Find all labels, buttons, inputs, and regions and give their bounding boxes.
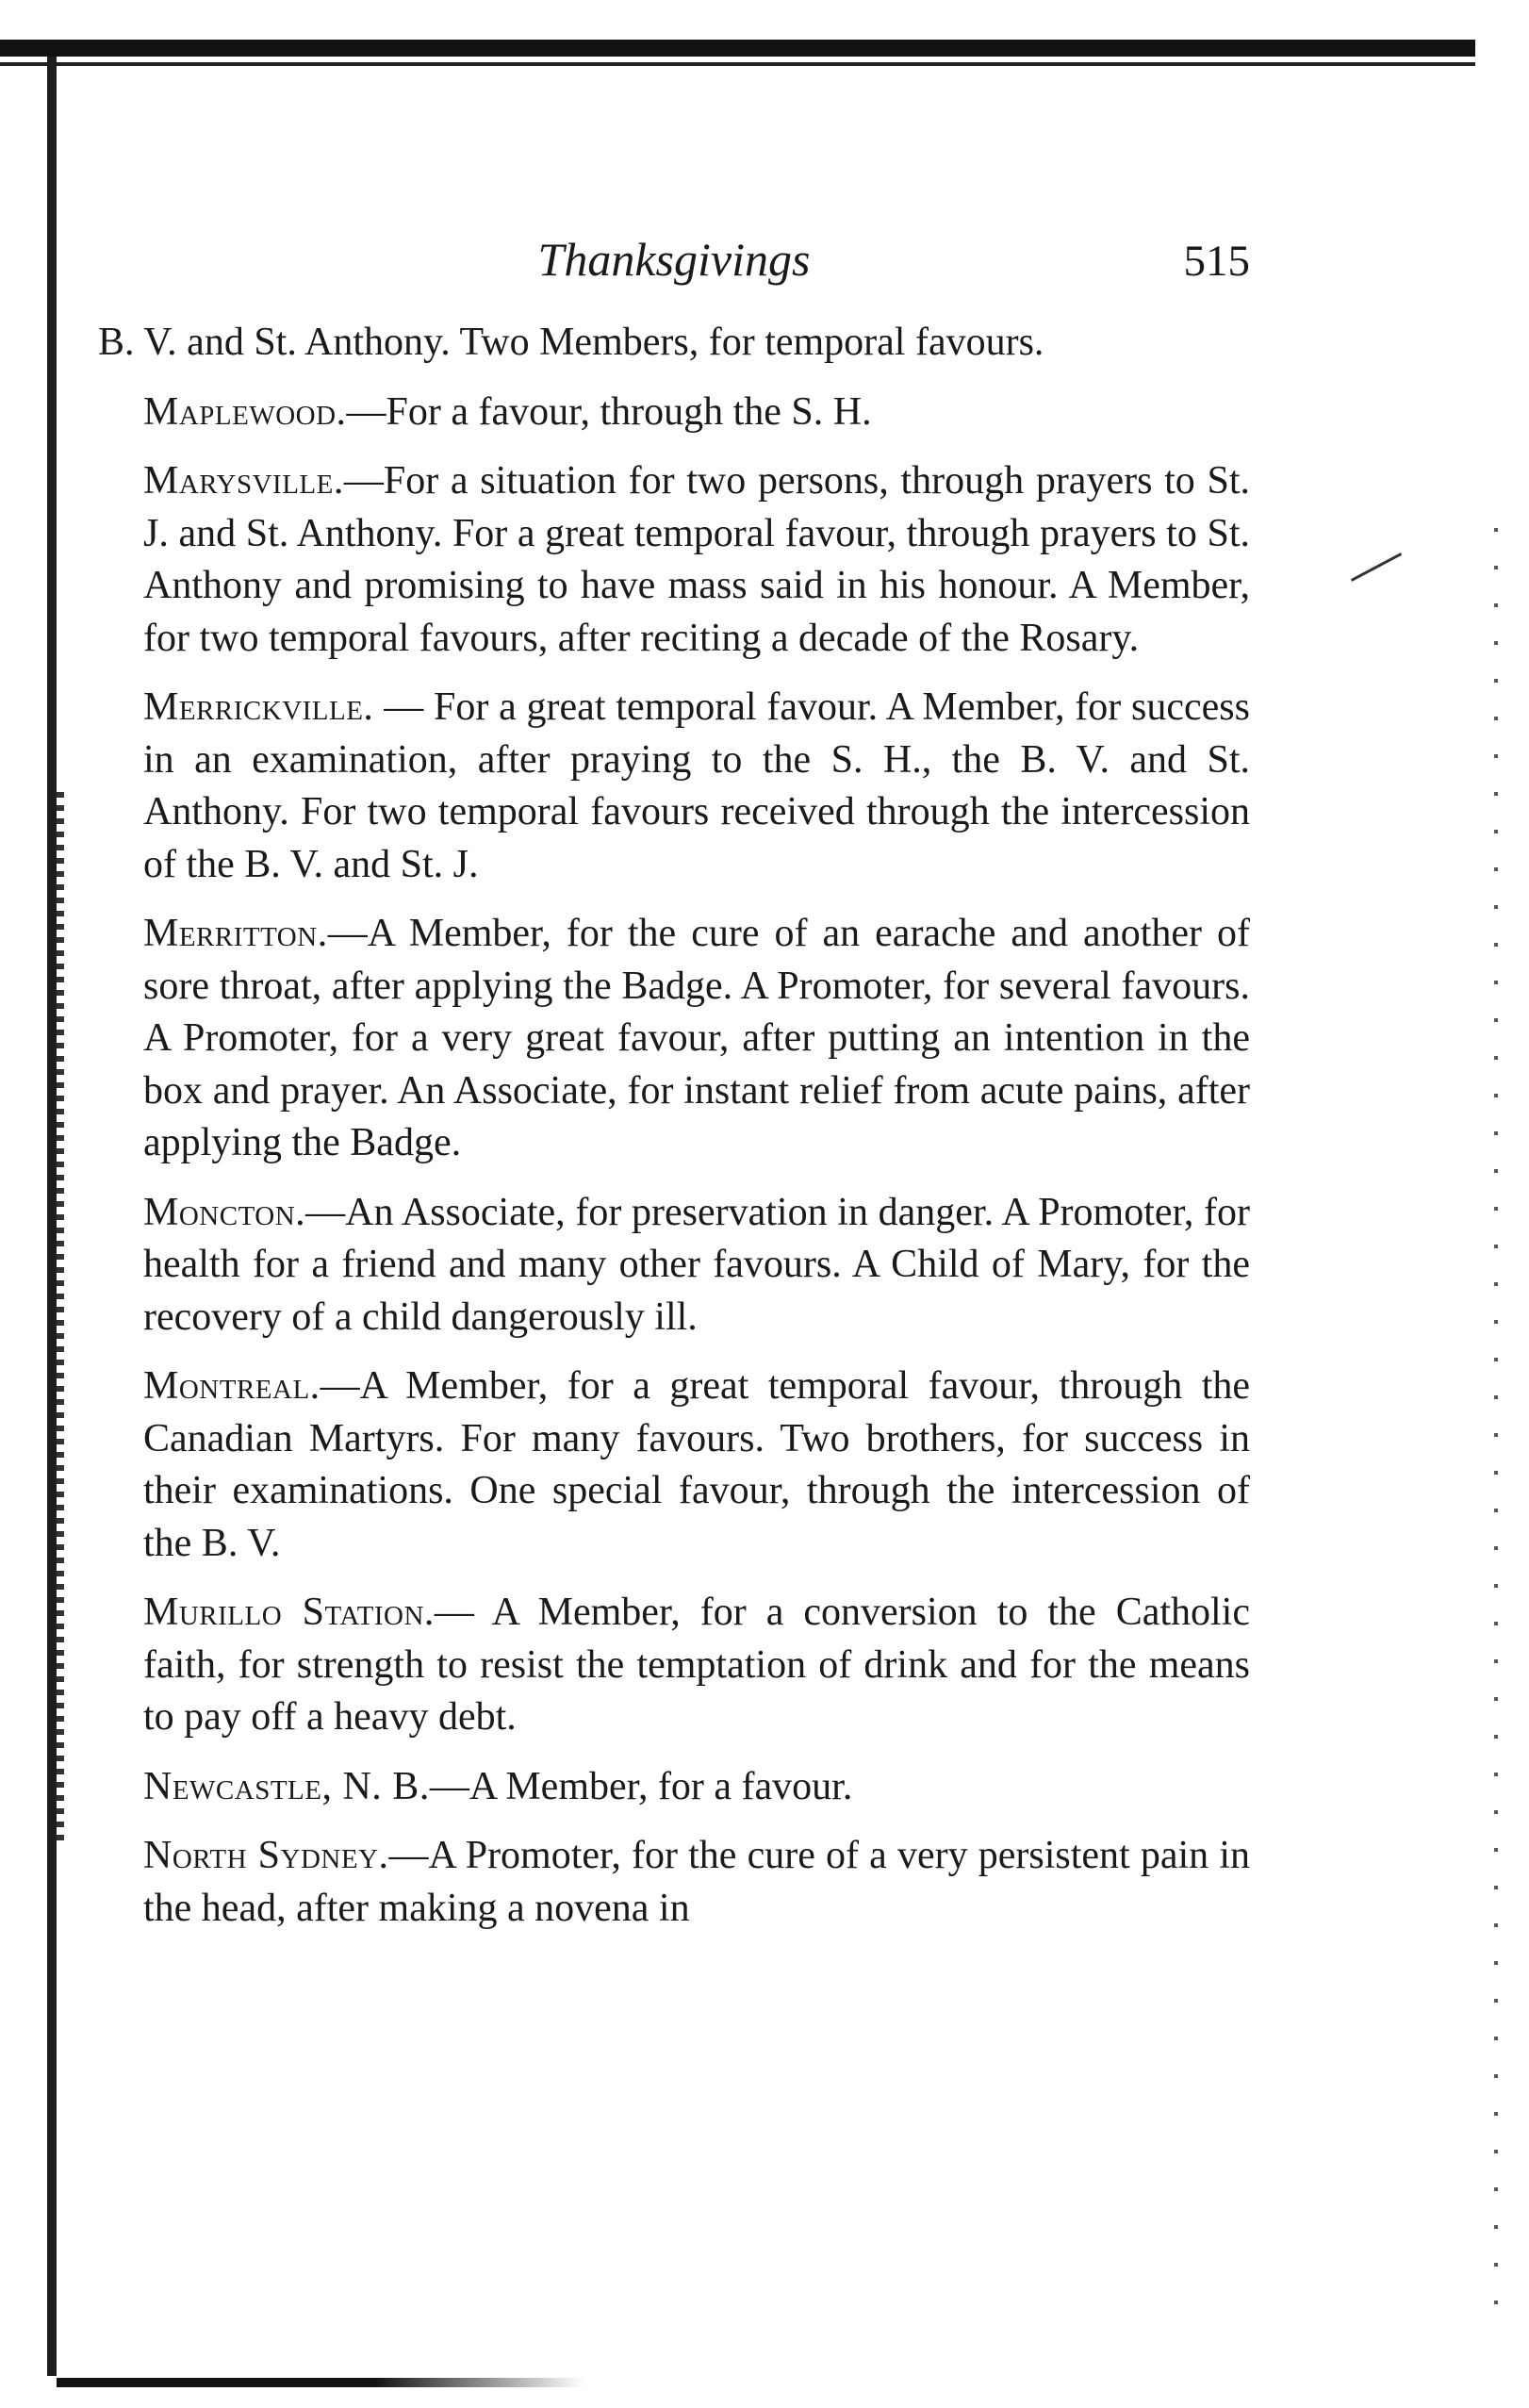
entry-place: Murillo Station. — [143, 1591, 435, 1634]
entry-text: —A Member, for the cure of an earache and another of sore throat, after applying the Badge. A Promoter, for several favours. A Promoter, for a very great favour, after putting an intention in the box and prayer. An Associate, for instant relief from acute pains, after applying the Badge. — [143, 912, 1250, 1164]
entry-text: —For a situation for two persons, through prayers to St. J. and St. Anthony. For a great temporal favour, through prayers to St. Anthony and promising to have mass said in his honour. A Member, for two temporal favours, after reciting a decade of the Rosary. — [143, 459, 1250, 660]
scan-right-speckle — [1494, 528, 1498, 2319]
entry-place: Marysville. — [143, 459, 344, 503]
entry-newcastle — [98, 1761, 1250, 1814]
entry-text: B. V. and St. Anthony. Two Members, for temporal favours. — [98, 321, 1044, 364]
scan-left-edge — [47, 57, 57, 2376]
entry-place: North Sydney. — [143, 1834, 389, 1877]
entry-north-sydney — [98, 1830, 1250, 1935]
page-number: 515 — [1183, 237, 1250, 286]
entry-place: Maplewood. — [143, 389, 347, 434]
entry-text: —For a favour, through the S. H. — [346, 389, 872, 434]
entry-continuation — [98, 317, 1250, 370]
scan-bottom-border — [57, 2378, 584, 2387]
entry-marysville — [98, 455, 1250, 665]
entry-place: Merritton. — [143, 912, 328, 955]
entry-text: —An Associate, for preservation in danger. A Promoter, for health for a friend and many other favours. A Child of Mary, for the recovery of a child dangerously ill. — [143, 1190, 1250, 1339]
running-title: Thanksgivings — [537, 233, 811, 286]
entry-merrickville — [98, 682, 1250, 891]
entry-moncton — [98, 1187, 1250, 1344]
scan-top-rule — [0, 62, 1475, 66]
entry-text: — A Member, for a conversion to the Catholic faith, for strength to resist the temptation of drink and for the means to pay off a heavy debt. — [143, 1591, 1250, 1739]
scan-left-speckle — [57, 792, 64, 1848]
entry-murillo-station — [98, 1587, 1250, 1744]
scan-stray-mark — [1351, 553, 1402, 582]
entry-place: Moncton. — [143, 1190, 306, 1234]
entry-place: Newcastle, N. B. — [143, 1764, 430, 1808]
entry-text: —A Promoter, for the cure of a very persistent pain in the head, after making a novena in — [143, 1834, 1250, 1930]
entry-place: Merrickville. — [143, 685, 374, 729]
entry-text: — For a great temporal favour. A Member, for success in an examination, after praying to the S. H., the B. V. and St. Anthony. For two temporal favours received through the intercession of the B. V. and St. J. — [143, 685, 1250, 886]
entry-text: —A Member, for a favour. — [429, 1764, 853, 1808]
entry-montreal — [98, 1361, 1250, 1570]
book-page — [98, 223, 1250, 1952]
entry-text: —A Member, for a great temporal favour, through the Canadian Martyrs. For many favours. Two brothers, for success in their examinations. One special favour, through the intercession of the B. V. — [143, 1364, 1250, 1565]
entry-place: Montreal. — [143, 1364, 321, 1408]
running-head — [98, 223, 1250, 298]
entry-merritton — [98, 908, 1250, 1170]
entry-maplewood — [98, 387, 1250, 439]
scan-top-border — [0, 40, 1475, 57]
